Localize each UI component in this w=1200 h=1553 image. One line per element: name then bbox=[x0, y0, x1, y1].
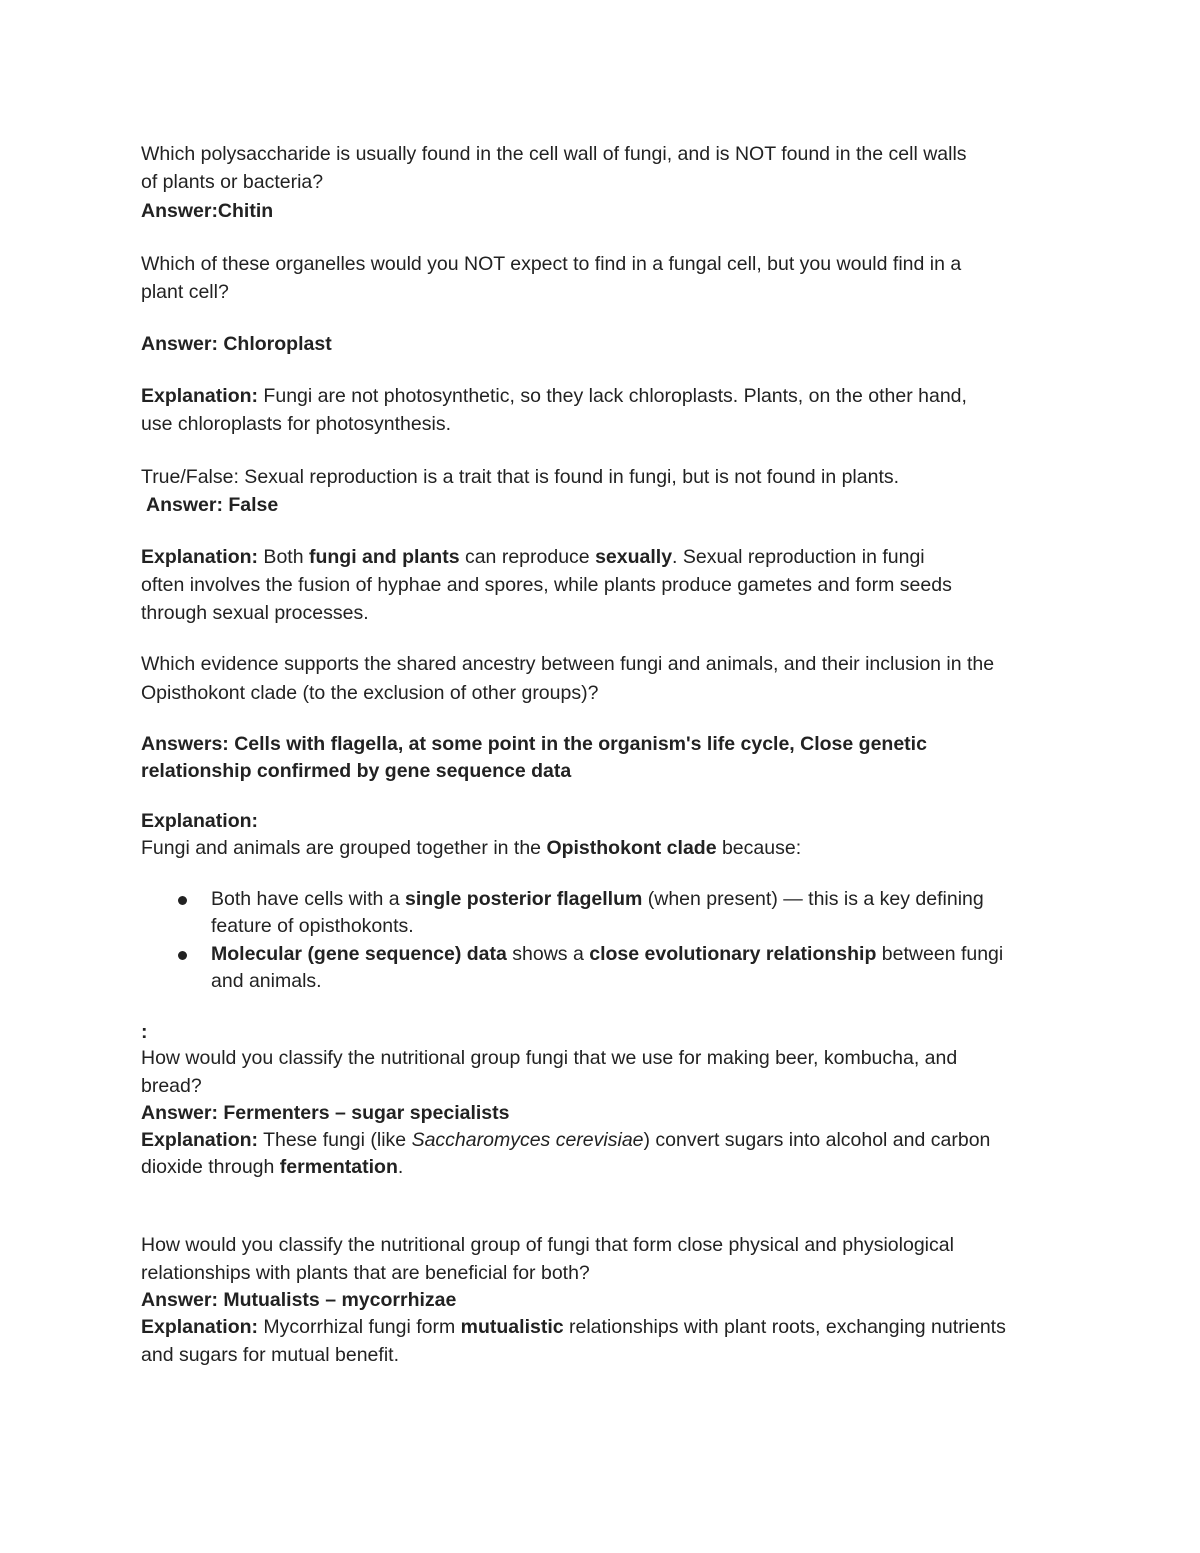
q4-question-line1: Which evidence supports the shared ancestry between fungi and animals, and their inclusion in the bbox=[141, 653, 995, 675]
q6-question-line2: relationships with plants that are beneficial for both? bbox=[141, 1262, 590, 1284]
q3-emphasis-sexually: sexually bbox=[595, 546, 673, 568]
q6-explanation-label: Explanation: bbox=[141, 1316, 259, 1338]
q6-answer: Answer: Mutualists – mycorrhizae bbox=[141, 1289, 457, 1311]
q6-explanation-text: Mycorrhizal fungi form bbox=[258, 1316, 461, 1338]
q4-explanation-text: because: bbox=[716, 837, 802, 859]
q3-explanation-line1 bbox=[141, 544, 925, 571]
q3-explanation-label: Explanation: bbox=[141, 546, 259, 568]
q3-explanation-text: Both bbox=[258, 546, 309, 568]
q1-question-line2: of plants or bacteria? bbox=[141, 171, 324, 193]
bullet-1-line1 bbox=[211, 886, 984, 913]
bullet-2-line2: and animals. bbox=[211, 970, 322, 992]
q6-explanation-line1 bbox=[141, 1314, 1006, 1341]
q2-answer: Answer: Chloroplast bbox=[141, 333, 332, 355]
q3-explanation-line3: through sexual processes. bbox=[141, 602, 369, 624]
q4-emphasis-clade: Opisthokont clade bbox=[546, 837, 717, 859]
bullet-1-line2: feature of opisthokonts. bbox=[211, 915, 414, 937]
q5-explanation-text: These fungi (like bbox=[258, 1129, 412, 1151]
bullet-2-marker bbox=[178, 951, 187, 960]
bullet-1-text: (when present) — this is a key defining bbox=[642, 888, 984, 910]
q6-emphasis-mutualistic: mutualistic bbox=[460, 1316, 564, 1338]
bullet-2-text: shows a bbox=[506, 943, 590, 965]
q2-question-line2: plant cell? bbox=[141, 281, 229, 303]
bullet-2-emphasis: close evolutionary relationship bbox=[589, 943, 877, 965]
q6-question-line1: How would you classify the nutritional group of fungi that form close physical and physiological bbox=[141, 1234, 954, 1256]
q3-question: True/False: Sexual reproduction is a trait that is found in fungi, but is not found in plants. bbox=[141, 466, 900, 488]
q2-explanation-label: Explanation: bbox=[141, 385, 259, 407]
q2-explanation-text: Fungi are not photosynthetic, so they lack chloroplasts. Plants, on the other hand, bbox=[258, 385, 967, 407]
q5-explanation-text: dioxide through bbox=[141, 1156, 280, 1178]
q5-answer: Answer: Fermenters – sugar specialists bbox=[141, 1102, 510, 1124]
q2-question-line1: Which of these organelles would you NOT expect to find in a fungal cell, but you would find in a bbox=[141, 253, 962, 275]
q3-answer: Answer: False bbox=[146, 494, 279, 516]
bullet-2-text: between fungi bbox=[876, 943, 1004, 965]
q6-explanation-line2: and sugars for mutual benefit. bbox=[141, 1344, 399, 1366]
q1-answer: Answer:Chitin bbox=[141, 200, 274, 222]
bullet-1-marker bbox=[178, 896, 187, 905]
q2-explanation-line2: use chloroplasts for photosynthesis. bbox=[141, 413, 452, 435]
q5-explanation-line1 bbox=[141, 1127, 990, 1154]
bullet-1-emphasis: single posterior flagellum bbox=[405, 888, 643, 910]
q5-species-name: Saccharomyces cerevisiae bbox=[411, 1129, 644, 1151]
q3-explanation-text: . Sexual reproduction in fungi bbox=[672, 546, 925, 568]
q5-question-line1: How would you classify the nutritional group fungi that we use for making beer, kombucha, and bbox=[141, 1047, 958, 1069]
q5-explanation-text: ) convert sugars into alcohol and carbon bbox=[643, 1129, 991, 1151]
q5-explanation-line2 bbox=[141, 1154, 403, 1181]
q4-question-line2: Opisthokont clade (to the exclusion of other groups)? bbox=[141, 682, 599, 704]
q2-explanation-line1 bbox=[141, 383, 967, 410]
q5-emphasis-fermentation: fermentation bbox=[279, 1156, 398, 1178]
q4-answer-line1: Answers: Cells with flagella, at some point in the organism's life cycle, Close genetic bbox=[141, 733, 927, 755]
bullet-2-emphasis: Molecular (gene sequence) data bbox=[211, 943, 507, 965]
q5-colon: : bbox=[141, 1021, 148, 1043]
q4-answer-line2: relationship confirmed by gene sequence data bbox=[141, 760, 572, 782]
bullet-1-text: Both have cells with a bbox=[211, 888, 406, 910]
q5-question-line2: bread? bbox=[141, 1075, 202, 1097]
q3-explanation-line2: often involves the fusion of hyphae and spores, while plants produce gametes and form seeds bbox=[141, 574, 952, 596]
q4-explanation-intro bbox=[141, 835, 801, 862]
q4-explanation-label: Explanation: bbox=[141, 810, 259, 832]
q5-explanation-label: Explanation: bbox=[141, 1129, 259, 1151]
q6-explanation-text: relationships with plant roots, exchanging nutrients bbox=[563, 1316, 1006, 1338]
bullet-2-line1 bbox=[211, 941, 1003, 968]
q4-explanation-text: Fungi and animals are grouped together in the bbox=[141, 837, 547, 859]
q1-question-line1: Which polysaccharide is usually found in the cell wall of fungi, and is NOT found in the cell walls bbox=[141, 143, 967, 165]
q5-explanation-text: . bbox=[397, 1156, 404, 1178]
q3-emphasis-fungi-plants: fungi and plants bbox=[308, 546, 460, 568]
q3-explanation-text: can reproduce bbox=[459, 546, 596, 568]
